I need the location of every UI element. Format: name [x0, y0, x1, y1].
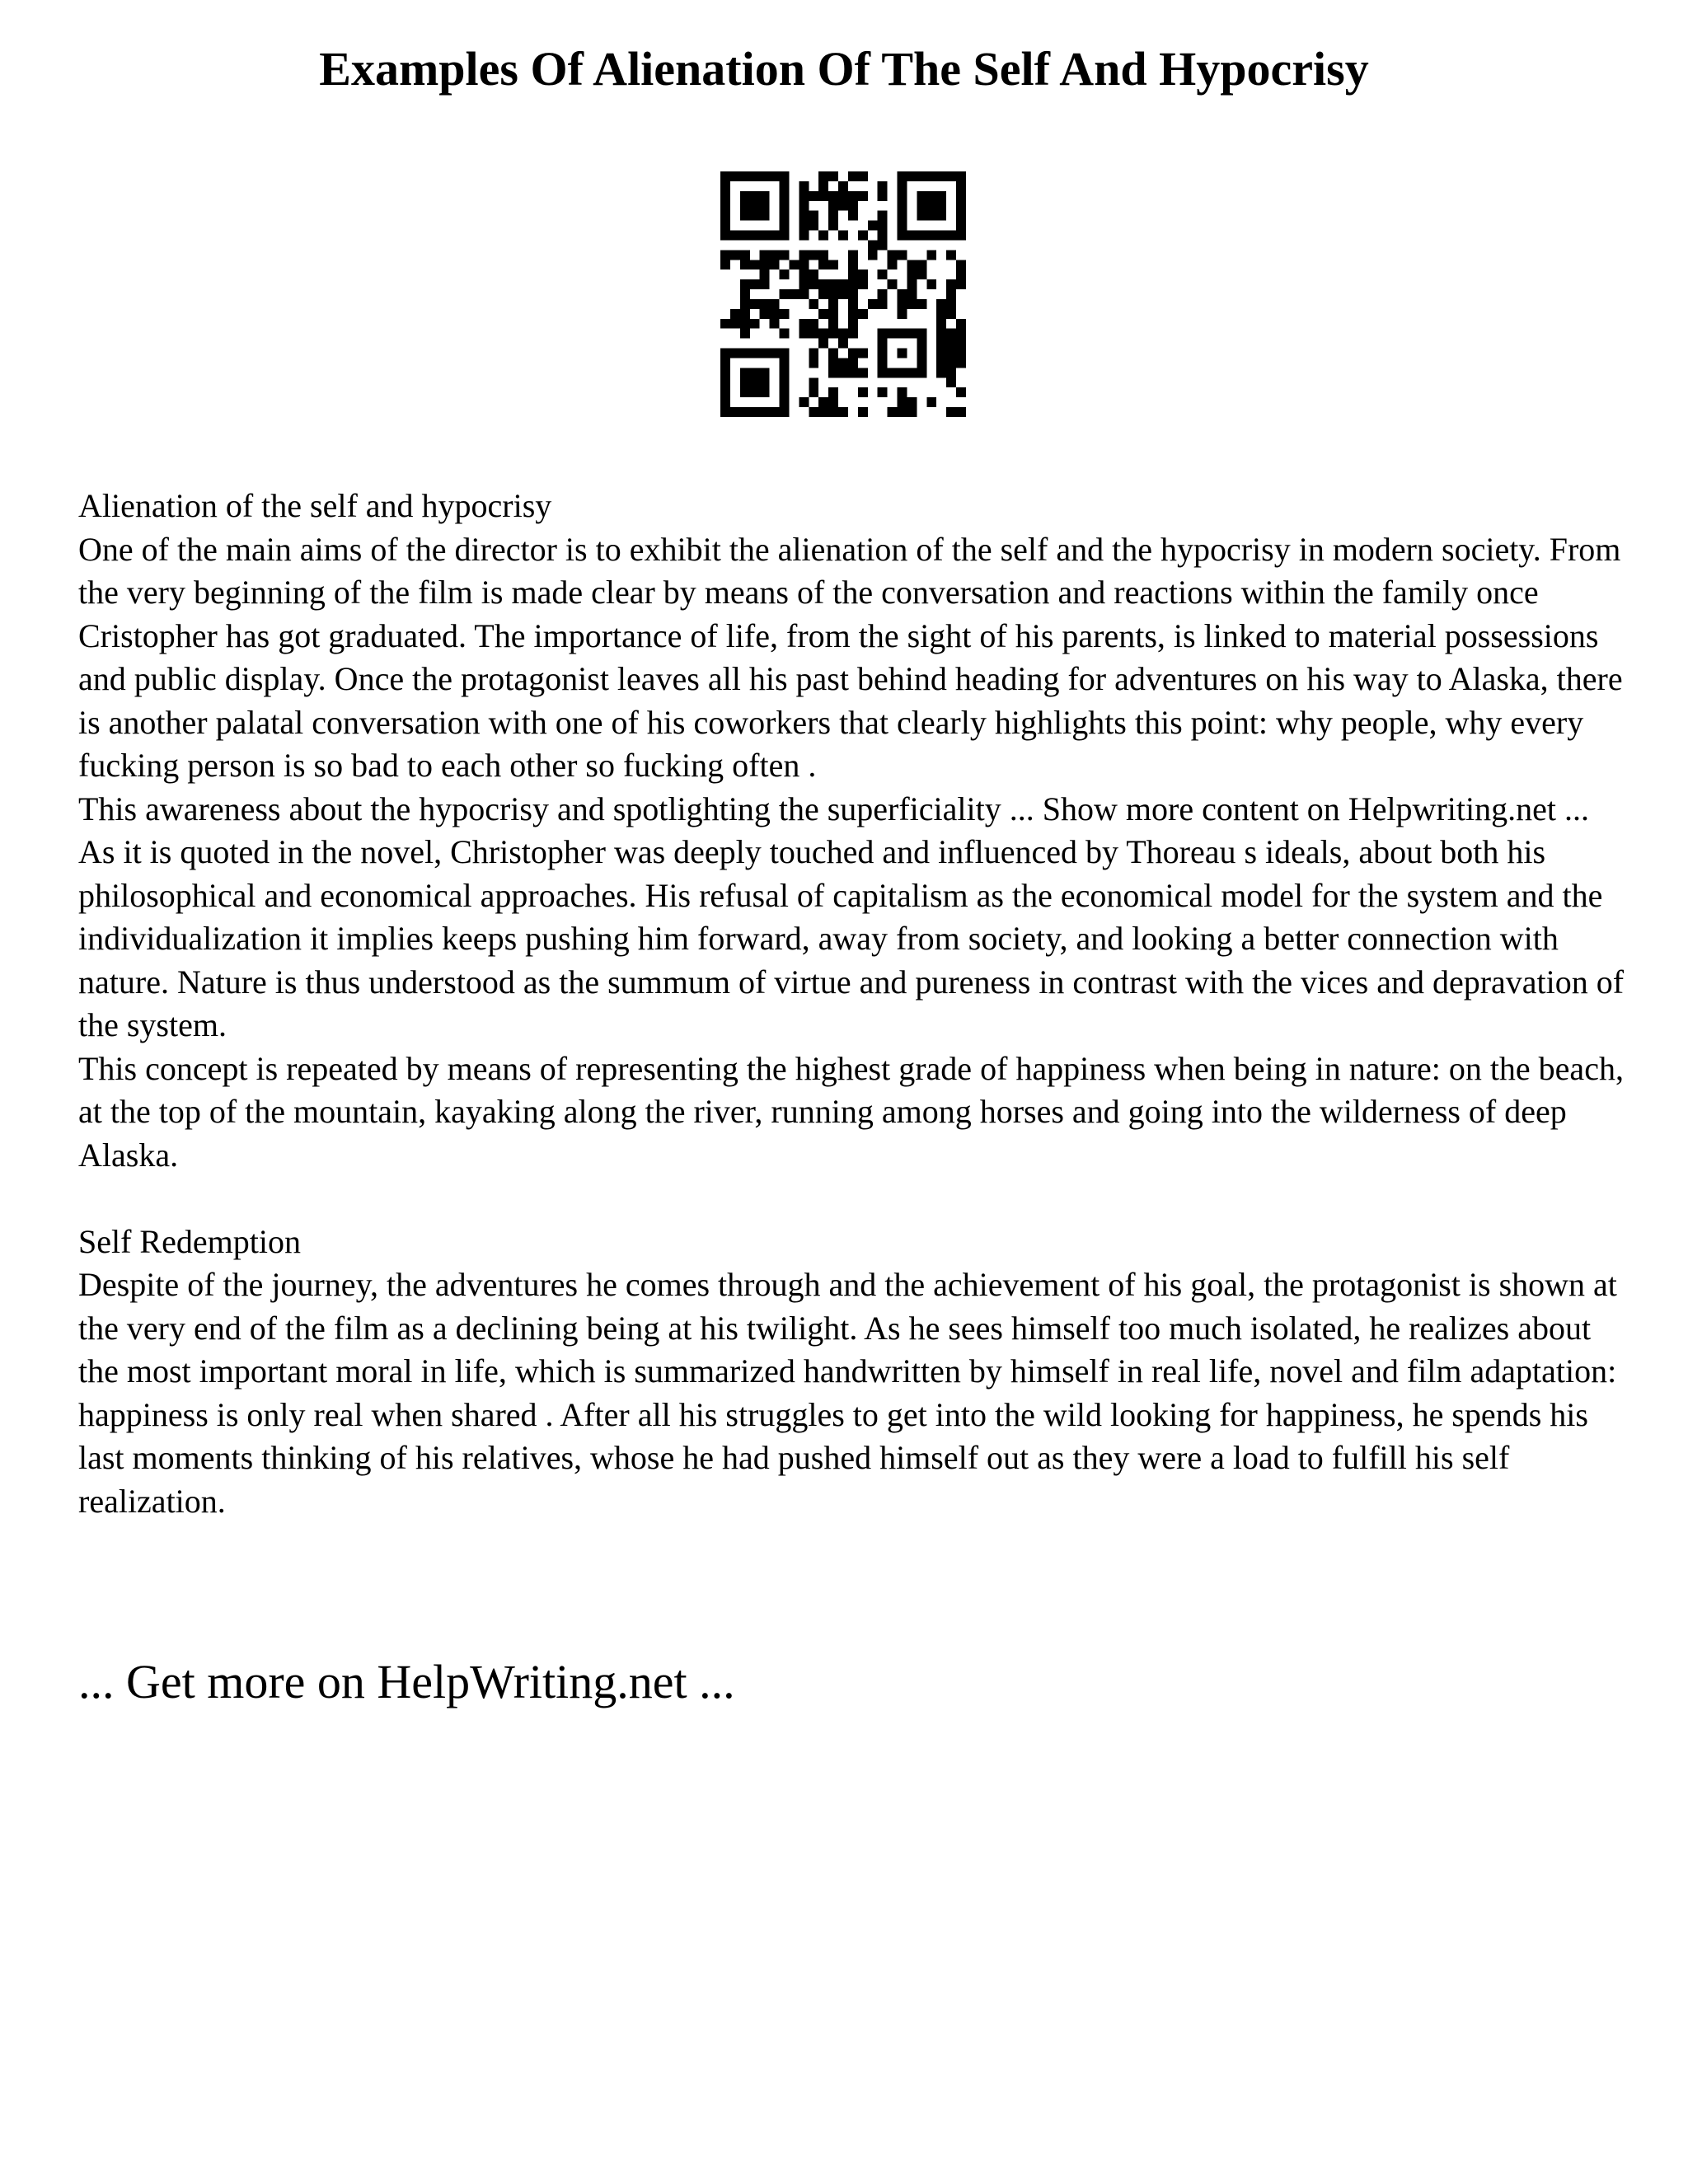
paragraph: This concept is repeated by means of representing the highest grade of happiness when being in nature: on the beach, at the top of the mountain, kayaking along the river, running among horses and going into the wilderness of deep Alaska. [78, 1049, 1624, 1174]
get-more-link[interactable]: ... Get more on HelpWriting.net ... [78, 1655, 735, 1708]
paragraph: This awareness about the hypocrisy and spotlighting the superficiality ... Show more content on Helpwriting.net ... [78, 790, 1589, 827]
document-body [78, 485, 1628, 1523]
paragraph: Despite of the journey, the adventures he comes through and the achievement of his goal, the protagonist is shown at the very end of the film as a declining being at his twilight. As he sees himself too much isolated, he realizes about the most important moral in life, which is summarized handwritten by himself in real life, novel and film adaptation: happiness is only real when shared . After all his struggles to get into the wild looking for happiness, he spends his last moments thinking of his relatives, whose he had pushed himself out as they were a load to fulfill his self realization. [78, 1266, 1617, 1520]
section-spacer [78, 1177, 1628, 1221]
section-heading: Self Redemption [78, 1222, 301, 1260]
paragraph: One of the main aims of the director is to exhibit the alienation of the self and the hypocrisy in modern society. From the very beginning of the film is made clear by means of the conversation and reactions within the family once Cristopher has got graduated. The importance of life, from the sight of his parents, is linked to material possessions and public display. Once the protagonist leaves all his past behind heading for adventures on his way to Alaska, there is another palatal conversation with one of his coworkers that clearly highlights this point: why people, why every fucking person is so bad to each other so fucking often . [78, 530, 1623, 784]
document-title: Examples Of Alienation Of The Self And Hypocrisy [319, 42, 1369, 96]
section-heading: Alienation of the self and hypocrisy [78, 487, 552, 524]
paragraph: As it is quoted in the novel, Christopher was deeply touched and influenced by Thoreau s ideals, about both his philosophical and economical approaches. His refusal of capitalism as the economical model for the system and the individualization it implies keeps pushing him forward, away from society, and looking a better connection with nature. Nature is thus understood as the summum of virtue and pureness in contrast with the vices and depravation of the system. [78, 833, 1625, 1043]
qr-code-icon [720, 171, 966, 417]
